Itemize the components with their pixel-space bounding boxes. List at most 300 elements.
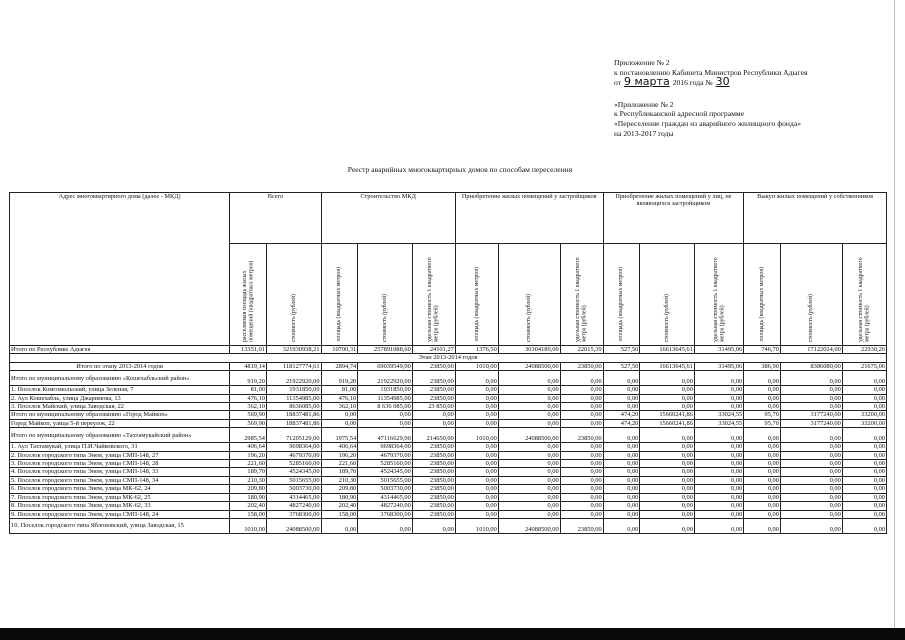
value-cell: 8636085,00	[266, 403, 321, 411]
header-total: Всего	[230, 193, 321, 244]
value-cell: 0,00	[744, 468, 781, 476]
date-day-month: 9 марта	[624, 75, 670, 89]
table-row	[10, 460, 887, 468]
value-cell: 0,00	[744, 485, 781, 493]
value-cell: 0,00	[560, 386, 603, 394]
subheader-cost: стоимость (рублей)	[498, 244, 560, 346]
address-cell: 2. Поселок городского типа Энем, улица СМП-148, 27	[10, 451, 230, 459]
value-cell: 0,00	[780, 428, 842, 443]
value-cell: 4524345,00	[358, 468, 413, 476]
address-cell: 2. Аул Кошехабль, улица Джаримова, 13	[10, 394, 230, 402]
value-cell: 23850,00	[412, 485, 455, 493]
table-row	[10, 403, 887, 411]
subheader-total-area: расселяемая площадь жилых помещений (квадратных метров)	[230, 244, 267, 346]
value-cell: 0,00	[455, 476, 498, 484]
address-cell: 3. Поселок городского типа Энем, улица СМП-148, 28	[10, 460, 230, 468]
value-cell: 0,00	[744, 403, 781, 411]
value-cell: 0,00	[603, 468, 640, 476]
value-cell: 0,00	[842, 518, 886, 533]
value-cell: 0,00	[560, 476, 603, 484]
value-cell: 0,00	[498, 411, 560, 419]
address-cell: 5. Поселок городского типа Энем, улица СМП-148, 34	[10, 476, 230, 484]
value-cell: 0,00	[560, 460, 603, 468]
table-row	[10, 371, 887, 386]
value-cell: 23850,00	[412, 460, 455, 468]
value-cell: 23850,00	[412, 386, 455, 394]
subheader-cost: стоимость (рублей)	[358, 244, 413, 346]
value-cell: 0,00	[780, 510, 842, 518]
value-cell: 0,00	[603, 371, 640, 386]
appendix-line: Приложение № 2	[614, 58, 670, 67]
value-cell: 23850,00	[412, 371, 455, 386]
date-prefix: от	[614, 78, 622, 88]
decree-number: 30	[715, 75, 730, 89]
value-cell: 0,00	[694, 451, 743, 459]
address-cell: 1. Аул Тахтамукай, улица П.И.Чайковского, 31	[10, 443, 230, 451]
subheader-total-cost: стоимость (рублей)	[266, 244, 321, 346]
value-cell: 0,00	[744, 371, 781, 386]
value-cell: 746,70	[744, 346, 781, 354]
value-cell: 0,00	[498, 502, 560, 510]
value-cell: 22930,26	[842, 346, 886, 354]
value-cell: 0,00	[744, 502, 781, 510]
value-cell: 0,00	[560, 411, 603, 419]
value-cell: 0,00	[321, 518, 358, 533]
value-cell: 0,00	[694, 468, 743, 476]
value-cell: 476,10	[230, 394, 267, 402]
value-cell: 0,00	[694, 493, 743, 501]
value-cell: 0,00	[842, 394, 886, 402]
value-cell: 0,00	[780, 386, 842, 394]
value-cell: 476,10	[321, 394, 358, 402]
value-cell: 24088500,00	[266, 518, 321, 533]
value-cell: 221,60	[230, 460, 267, 468]
value-cell: 0,00	[780, 371, 842, 386]
decree-date-line	[614, 77, 899, 88]
value-cell: 0,00	[560, 493, 603, 501]
table-row	[10, 428, 887, 443]
header-purchase-others: Приобретение жилых помещений у лиц, не являющихся застройщиком	[603, 193, 744, 244]
scan-edge	[894, 0, 895, 628]
table-row	[10, 502, 887, 510]
value-cell: 0,00	[498, 460, 560, 468]
address-cell: 1. Поселок Комсомольский, улица Зеленая, 7	[10, 386, 230, 394]
value-cell: 0,00	[842, 451, 886, 459]
value-cell: 0,00	[780, 451, 842, 459]
value-cell: 0,00	[694, 518, 743, 533]
table-row	[10, 451, 887, 459]
value-cell: 3177240,00	[780, 411, 842, 419]
value-cell: 0,00	[321, 411, 358, 419]
table-row	[10, 485, 887, 493]
value-cell: 0,00	[321, 419, 358, 427]
value-cell: 474,20	[603, 419, 640, 427]
value-cell: 196,20	[321, 451, 358, 459]
value-cell: 0,00	[498, 419, 560, 427]
value-cell: 0,00	[744, 394, 781, 402]
header-purchase-developers: Приобретение жилых помещений у застройщиков	[455, 193, 603, 244]
value-cell: 1975,54	[321, 428, 358, 443]
value-cell: 214650,00	[412, 428, 455, 443]
subheader-area: площадь (квадратных метров)	[744, 244, 781, 346]
address-cell: Город Майкоп, улица 5-й переулок, 22	[10, 419, 230, 427]
value-cell: 0,00	[455, 419, 498, 427]
header-construction: Строительство МКД	[321, 193, 455, 244]
value-cell: 0,00	[780, 443, 842, 451]
address-cell: Итого по этапу 2013-2014 годов	[10, 362, 230, 370]
value-cell: 0,00	[603, 386, 640, 394]
value-cell: 158,00	[230, 510, 267, 518]
value-cell: 0,00	[560, 403, 603, 411]
value-cell: 17122024,00	[780, 346, 842, 354]
value-cell: 31495,06	[694, 362, 743, 370]
value-cell: 1010,00	[455, 428, 498, 443]
program-line: к Республиканской адресной программе	[614, 109, 745, 119]
value-cell: 4679370,00	[358, 451, 413, 459]
table-row	[10, 362, 887, 370]
value-cell: 23850,00	[412, 468, 455, 476]
value-cell: 189,70	[321, 468, 358, 476]
address-cell: 7. Поселок городского типа Энем, улица МК-62, 25	[10, 493, 230, 501]
table-row	[10, 394, 887, 402]
value-cell: 33024,55	[694, 411, 743, 419]
value-cell: 0,00	[694, 443, 743, 451]
value-cell: 527,50	[603, 346, 640, 354]
value-cell: 0,00	[498, 386, 560, 394]
value-cell: 0,00	[455, 510, 498, 518]
value-cell: 569,90	[230, 411, 267, 419]
value-cell: 0,00	[358, 411, 413, 419]
value-cell: 210,30	[321, 476, 358, 484]
value-cell: 569,90	[230, 419, 267, 427]
value-cell: 406,64	[321, 443, 358, 451]
value-cell: 21922920,00	[266, 371, 321, 386]
value-cell: 11354985,00	[266, 394, 321, 402]
value-cell: 0,00	[640, 518, 695, 533]
value-cell: 15660241,86	[640, 419, 695, 427]
value-cell: 0,00	[455, 443, 498, 451]
value-cell: 3177240,00	[780, 419, 842, 427]
value-cell: 15660241,86	[640, 411, 695, 419]
value-cell: 22015,39	[560, 346, 603, 354]
value-cell: 4819,14	[230, 362, 267, 370]
value-cell: 23850,00	[412, 394, 455, 402]
value-cell: 527,50	[603, 362, 640, 370]
value-cell: 0,00	[780, 468, 842, 476]
value-cell: 196,20	[230, 451, 267, 459]
value-cell: 5015655,00	[358, 476, 413, 484]
program-appendix-line: «Приложение № 2	[614, 99, 674, 109]
value-cell: 95,70	[744, 419, 781, 427]
value-cell: 0,00	[498, 394, 560, 402]
address-cell: 10. Поселок городского типа Яблоновский, улица Заводская, 15	[10, 518, 230, 533]
value-cell: 0,00	[694, 460, 743, 468]
value-cell: 221,60	[321, 460, 358, 468]
value-cell: 0,00	[744, 428, 781, 443]
value-cell: 0,00	[455, 468, 498, 476]
subheader-area: площадь (квадратных метров)	[455, 244, 498, 346]
program-name-line: «Переселение граждан из аварийного жилищного фонда»	[614, 118, 802, 128]
value-cell: 18837481,86	[266, 411, 321, 419]
document-title: Реестр аварийных многоквартирных домов по способам переселения	[347, 165, 573, 174]
value-cell: 0,00	[455, 451, 498, 459]
value-cell: 202,40	[230, 502, 267, 510]
value-cell: 0,00	[780, 394, 842, 402]
value-cell: 5003730,00	[266, 485, 321, 493]
value-cell: 4524345,00	[266, 468, 321, 476]
value-cell: 0,00	[694, 371, 743, 386]
value-cell: 0,00	[640, 502, 695, 510]
value-cell: 71205129,00	[266, 428, 321, 443]
value-cell: 0,00	[455, 386, 498, 394]
value-cell: 2894,74	[321, 362, 358, 370]
value-cell: 0,00	[455, 493, 498, 501]
table-row	[10, 510, 887, 518]
value-cell: 180,90	[230, 493, 267, 501]
value-cell: 8386080,00	[780, 362, 842, 370]
value-cell: 257891088,60	[358, 346, 413, 354]
subheader-unit-cost: удельная стоимость 1 квадратного метра (рублей)	[412, 244, 455, 346]
value-cell: 24088500,00	[498, 428, 560, 443]
value-cell: 406,64	[230, 443, 267, 451]
value-cell: 23 850,00	[412, 403, 455, 411]
value-cell: 209,80	[321, 485, 358, 493]
value-cell: 0,00	[498, 451, 560, 459]
value-cell: 0,00	[694, 502, 743, 510]
value-cell: 23850,00	[412, 362, 455, 370]
value-cell: 0,00	[694, 476, 743, 484]
table-row	[10, 411, 887, 419]
value-cell: 0,00	[498, 468, 560, 476]
value-cell: 0,00	[842, 386, 886, 394]
value-cell: 1010,00	[455, 362, 498, 370]
address-cell: 8. Поселок городского типа Энем, улица МК-62, 33	[10, 502, 230, 510]
value-cell: 13351,01	[230, 346, 267, 354]
header-buyout: Выкуп жилых помещений у собственников	[744, 193, 887, 244]
program-years-line: на 2013-2017 годы	[614, 128, 674, 138]
value-cell: 23850,00	[560, 518, 603, 533]
value-cell: 0,00	[603, 428, 640, 443]
value-cell: 362,10	[230, 403, 267, 411]
stage-row	[10, 354, 887, 362]
value-cell: 0,00	[842, 468, 886, 476]
value-cell: 0,00	[603, 443, 640, 451]
stage-label: Этап 2013-2014 годов	[10, 354, 887, 362]
value-cell: 0,00	[640, 485, 695, 493]
value-cell: 0,00	[842, 460, 886, 468]
value-cell: 0,00	[694, 386, 743, 394]
value-cell: 2985,54	[230, 428, 267, 443]
value-cell: 0,00	[498, 510, 560, 518]
value-cell: 16613645,61	[640, 346, 695, 354]
value-cell: 24088500,00	[498, 518, 560, 533]
value-cell: 3768300,00	[266, 510, 321, 518]
value-cell: 0,00	[498, 403, 560, 411]
subheader-cost: стоимость (рублей)	[780, 244, 842, 346]
value-cell: 0,00	[842, 443, 886, 451]
value-cell: 0,00	[560, 468, 603, 476]
value-cell: 0,00	[744, 451, 781, 459]
value-cell: 9698364,00	[358, 443, 413, 451]
value-cell: 0,00	[640, 403, 695, 411]
value-cell: 0,00	[412, 411, 455, 419]
value-cell: 0,00	[560, 419, 603, 427]
value-cell: 474,20	[603, 411, 640, 419]
value-cell: 0,00	[694, 428, 743, 443]
value-cell: 0,00	[744, 510, 781, 518]
value-cell: 0,00	[560, 451, 603, 459]
value-cell: 158,00	[321, 510, 358, 518]
value-cell: 0,00	[744, 493, 781, 501]
address-cell: 9. Поселок городского типа Энем, улица СМП-148, 24	[10, 510, 230, 518]
value-cell: 81,00	[230, 386, 267, 394]
value-cell: 0,00	[560, 394, 603, 402]
address-cell: Итого по муниципальному образованию «Кошехабльский район»	[10, 371, 230, 386]
value-cell: 5003730,00	[358, 485, 413, 493]
value-cell: 0,00	[640, 476, 695, 484]
value-cell: 23850,00	[412, 451, 455, 459]
value-cell: 0,00	[640, 443, 695, 451]
address-cell: 3. Поселок Майский, улица Заводская, 22	[10, 403, 230, 411]
table-row	[10, 518, 887, 533]
value-cell: 0,00	[780, 460, 842, 468]
scan-bottom-border	[0, 628, 905, 640]
value-cell: 4314465,00	[266, 493, 321, 501]
value-cell: 0,00	[498, 493, 560, 501]
value-cell: 0,00	[560, 371, 603, 386]
value-cell: 118127774,61	[266, 362, 321, 370]
value-cell: 0,00	[603, 394, 640, 402]
value-cell: 21922920,00	[358, 371, 413, 386]
value-cell: 1931850,00	[266, 386, 321, 394]
subheader-unit-cost: удельная стоимость 1 квадратного метра (рублей)	[560, 244, 603, 346]
value-cell: 18837481,86	[266, 419, 321, 427]
table-row	[10, 346, 887, 354]
value-cell: 23850,00	[560, 428, 603, 443]
value-cell: 23850,00	[412, 510, 455, 518]
value-cell: 0,00	[842, 485, 886, 493]
value-cell: 0,00	[640, 451, 695, 459]
table-row	[10, 476, 887, 484]
value-cell: 0,00	[640, 510, 695, 518]
value-cell: 0,00	[780, 485, 842, 493]
value-cell: 0,00	[780, 502, 842, 510]
value-cell: 81,00	[321, 386, 358, 394]
value-cell: 3768300,00	[358, 510, 413, 518]
address-cell: Итого по муниципальному образованию «Город Майкоп»	[10, 411, 230, 419]
value-cell: 0,00	[603, 485, 640, 493]
value-cell: 0,00	[358, 518, 413, 533]
value-cell: 0,00	[560, 443, 603, 451]
value-cell: 9698364,00	[266, 443, 321, 451]
value-cell: 1010,00	[455, 518, 498, 533]
value-cell: 5285160,00	[266, 460, 321, 468]
value-cell: 10700,31	[321, 346, 358, 354]
value-cell: 0,00	[842, 476, 886, 484]
value-cell: 0,00	[780, 403, 842, 411]
value-cell: 0,00	[560, 485, 603, 493]
value-cell: 23850,00	[412, 493, 455, 501]
value-cell: 0,00	[640, 493, 695, 501]
value-cell: 5285160,00	[358, 460, 413, 468]
value-cell: 0,00	[455, 394, 498, 402]
value-cell: 321930938,21	[266, 346, 321, 354]
address-cell: 6. Поселок городского типа Энем, улица МК-62, 24	[10, 485, 230, 493]
decree-line: к постановлению Кабинета Министров Республики Адыгея	[614, 67, 808, 77]
value-cell: 33024,55	[694, 419, 743, 427]
value-cell: 30304180,00	[498, 346, 560, 354]
value-cell: 4314465,00	[358, 493, 413, 501]
table-row	[10, 493, 887, 501]
value-cell: 0,00	[455, 371, 498, 386]
value-cell: 0,00	[455, 502, 498, 510]
value-cell: 0,00	[780, 476, 842, 484]
value-cell: 0,00	[358, 419, 413, 427]
value-cell: 0,00	[842, 510, 886, 518]
value-cell: 16613645,61	[640, 362, 695, 370]
value-cell: 386,90	[744, 362, 781, 370]
subheader-unit-cost: удельная стоимость 1 квадратного метра (рублей)	[842, 244, 886, 346]
value-cell: 0,00	[744, 476, 781, 484]
value-cell: 0,00	[694, 403, 743, 411]
value-cell: 23850,00	[412, 502, 455, 510]
value-cell: 0,00	[640, 460, 695, 468]
value-cell: 0,00	[455, 485, 498, 493]
value-cell: 0,00	[498, 476, 560, 484]
value-cell: 210,30	[230, 476, 267, 484]
value-cell: 0,00	[603, 518, 640, 533]
value-cell: 0,00	[455, 403, 498, 411]
value-cell: 47116629,00	[358, 428, 413, 443]
value-cell: 202,40	[321, 502, 358, 510]
value-cell: 362,10	[321, 403, 358, 411]
value-cell: 4679370,00	[266, 451, 321, 459]
value-cell: 23850,00	[412, 443, 455, 451]
header-address: Адрес многоквартирного дома (далее - МКД)	[10, 193, 230, 346]
value-cell: 1931850,00	[358, 386, 413, 394]
value-cell: 0,00	[694, 485, 743, 493]
value-cell: 23850,00	[412, 476, 455, 484]
address-cell: Итого по Республике Адыгея	[10, 346, 230, 354]
value-cell: 0,00	[603, 403, 640, 411]
value-cell: 919,20	[321, 371, 358, 386]
value-cell: 0,00	[744, 460, 781, 468]
value-cell: 24101,27	[412, 346, 455, 354]
subheader-cost: стоимость (рублей)	[640, 244, 695, 346]
value-cell: 0,00	[780, 518, 842, 533]
value-cell: 0,00	[842, 371, 886, 386]
value-cell: 0,00	[842, 403, 886, 411]
value-cell: 5015655,00	[266, 476, 321, 484]
table-row	[10, 443, 887, 451]
value-cell: 209,80	[230, 485, 267, 493]
table-row	[10, 386, 887, 394]
value-cell: 8 636 085,00	[358, 403, 413, 411]
value-cell: 0,00	[780, 493, 842, 501]
subheader-area: площадь (квадратных метров)	[321, 244, 358, 346]
value-cell: 189,70	[230, 468, 267, 476]
value-cell: 11354985,00	[358, 394, 413, 402]
value-cell: 0,00	[455, 460, 498, 468]
table-row	[10, 468, 887, 476]
value-cell: 0,00	[744, 443, 781, 451]
value-cell: 0,00	[744, 518, 781, 533]
value-cell: 0,00	[640, 386, 695, 394]
value-cell: 0,00	[842, 428, 886, 443]
value-cell: 0,00	[603, 451, 640, 459]
value-cell: 0,00	[560, 502, 603, 510]
value-cell: 0,00	[694, 394, 743, 402]
